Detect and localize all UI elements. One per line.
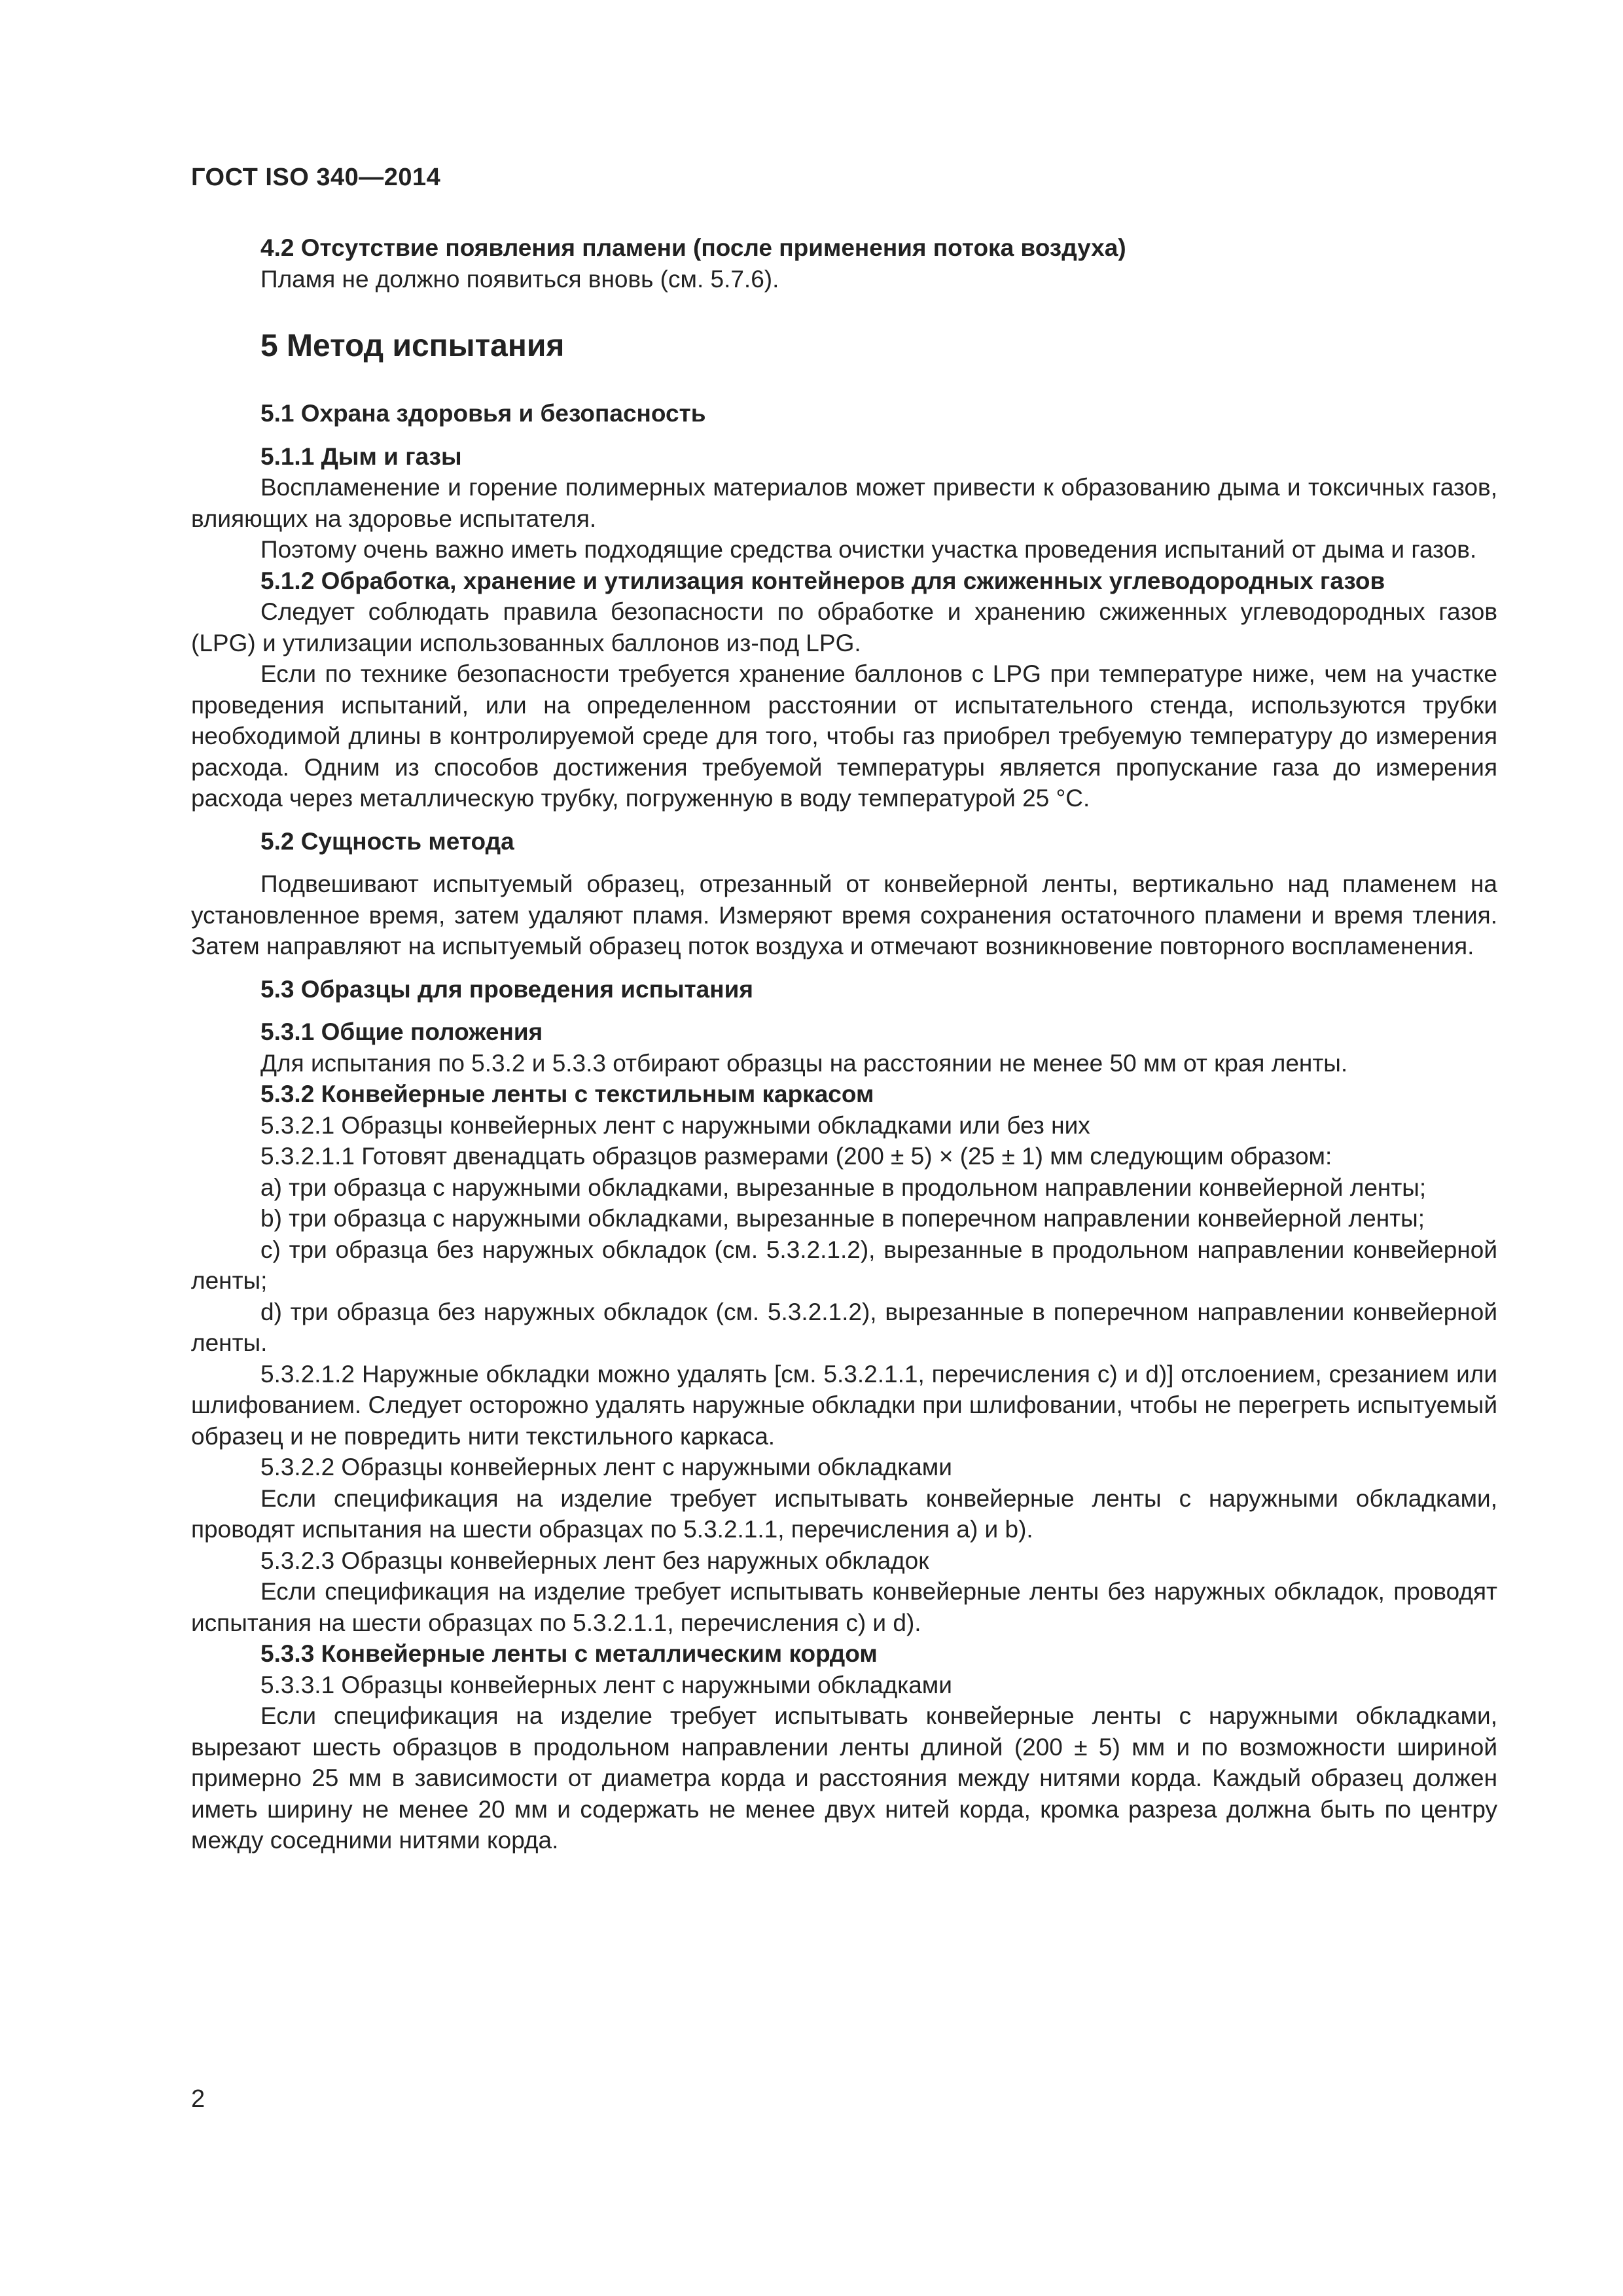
section-5-3-2-3-title: 5.3.2.3 Образцы конвейерных лент без наружных обкладок (260, 1547, 929, 1574)
section-5-3-2-1-2-text: 5.3.2.1.2 Наружные обкладки можно удалять [см. 5.3.2.1.1, перечисления c) и d)] отслоением, срезанием или шлифованием. Следует осторожно удалять наружные обкладки при шлифовании, чтобы не перегреть испытуемый образец и не повредить нити текстильного каркаса. (191, 1360, 1497, 1450)
list-item-c: c) три образца без наружных обкладок (см. 5.3.2.1.2), вырезанные в продольном направлении конвейерной ленты; (191, 1236, 1497, 1294)
section-5-1-1-para-2: Поэтому очень важно иметь подходящие средства очистки участка проведения испытаний от дыма и газов. (260, 536, 1477, 563)
section-5-1-1-para-1: Воспламенение и горение полимерных материалов может привести к образованию дыма и токсичных газов, влияющих на здоровье испытателя. (191, 474, 1497, 532)
section-4-2-heading: 4.2 Отсутствие появления пламени (после применения потока воздуха) (260, 234, 1126, 261)
section-5-3-2-1-1-text: 5.3.2.1.1 Готовят двенадцать образцов размерами (200 ± 5) × (25 ± 1) мм следующим образом: (260, 1143, 1332, 1170)
section-5-3-2-2-title: 5.3.2.2 Образцы конвейерных лент с наружными обкладками (260, 1454, 952, 1480)
document-header: ГОСТ ISO 340—2014 (191, 164, 441, 191)
section-5-1-2-para-1: Следует соблюдать правила безопасности по обработке и хранению сжиженных углеводородных газов (LPG) и утилизации использованных баллонов из-под LPG. (191, 598, 1497, 656)
section-5-3-3-1-title: 5.3.3.1 Образцы конвейерных лент с наружными обкладками (260, 1671, 952, 1698)
section-5-3-3-heading: 5.3.3 Конвейерные ленты с металлическим кордом (260, 1640, 878, 1667)
list-item-d: d) три образца без наружных обкладок (см. 5.3.2.1.2), вырезанные в поперечном направлении конвейерной ленты. (191, 1298, 1497, 1356)
section-5-heading: 5 Метод испытания (260, 329, 565, 363)
document-body (191, 232, 1497, 1856)
section-5-3-3-1-para: Если спецификация на изделие требует испытывать конвейерные ленты с наружными обкладками, вырезают шесть образцов в продольном направлении ленты длиной (200 ± 5) мм и по возможности шириной примерно 25 мм в зависимости от диаметра корда и расстояния между нитями корда. Каждый образец должен иметь ширину не менее 20 мм и содержать не менее двух нитей корда, кромка разреза должна быть по центру между соседними нитями корда. (191, 1702, 1497, 1854)
section-5-1-2-heading: 5.1.2 Обработка, хранение и утилизация контейнеров для сжиженных углеводородных газов (260, 567, 1385, 594)
section-5-2-para-1: Подвешивают испытуемый образец, отрезанный от конвейерной ленты, вертикально над пламенем на установленное время, затем удаляют пламя. Измеряют время сохранения остаточного пламени и время тления. Затем направляют на испытуемый образец поток воздуха и отмечают возникновение повторного воспламенения. (191, 870, 1497, 960)
section-5-3-1-heading: 5.3.1 Общие положения (260, 1018, 543, 1045)
section-5-3-heading: 5.3 Образцы для проведения испытания (260, 975, 753, 1003)
list-item-b: b) три образца с наружными обкладками, вырезанные в поперечном направлении конвейерной ленты; (260, 1205, 1425, 1232)
section-5-1-heading: 5.1 Охрана здоровья и безопасность (260, 400, 706, 427)
section-5-2-heading: 5.2 Сущность метода (260, 827, 514, 855)
section-5-3-1-para-1: Для испытания по 5.3.2 и 5.3.3 отбирают образцы на расстоянии не менее 50 мм от края ленты. (260, 1049, 1348, 1077)
section-5-1-2-para-2: Если по технике безопасности требуется хранение баллонов с LPG при температуре ниже, чем на участке проведения испытаний, или на определенном расстоянии от испытательного стенда, используются трубки необходимой длины в контролируемой среде для того, чтобы газ приобрел требуемую температуру до измерения расхода. Одним из способов достижения требуемой температуры является пропускание газа до измерения расхода через металлическую трубку, погруженную в воду температурой 25 °С. (191, 660, 1497, 812)
section-5-3-2-3-para: Если спецификация на изделие требует испытывать конвейерные ленты без наружных обкладок, проводят испытания на шести образцах по 5.3.2.1.1, перечисления c) и d). (191, 1578, 1497, 1636)
section-4-2-text: Пламя не должно появиться вновь (см. 5.7.6). (260, 265, 779, 293)
section-5-3-2-2-para: Если спецификация на изделие требует испытывать конвейерные ленты с наружными обкладками, проводят испытания на шести образцах по 5.3.2.1.1, перечисления a) и b). (191, 1484, 1497, 1543)
page-number: 2 (191, 2085, 205, 2113)
list-item-a: a) три образца с наружными обкладками, вырезанные в продольном направлении конвейерной ленты; (260, 1174, 1427, 1201)
section-5-1-1-heading: 5.1.1 Дым и газы (260, 442, 462, 470)
section-5-3-2-1-title: 5.3.2.1 Образцы конвейерных лент с наружными обкладками или без них (260, 1111, 1090, 1139)
section-5-3-2-heading: 5.3.2 Конвейерные ленты с текстильным каркасом (260, 1081, 874, 1107)
